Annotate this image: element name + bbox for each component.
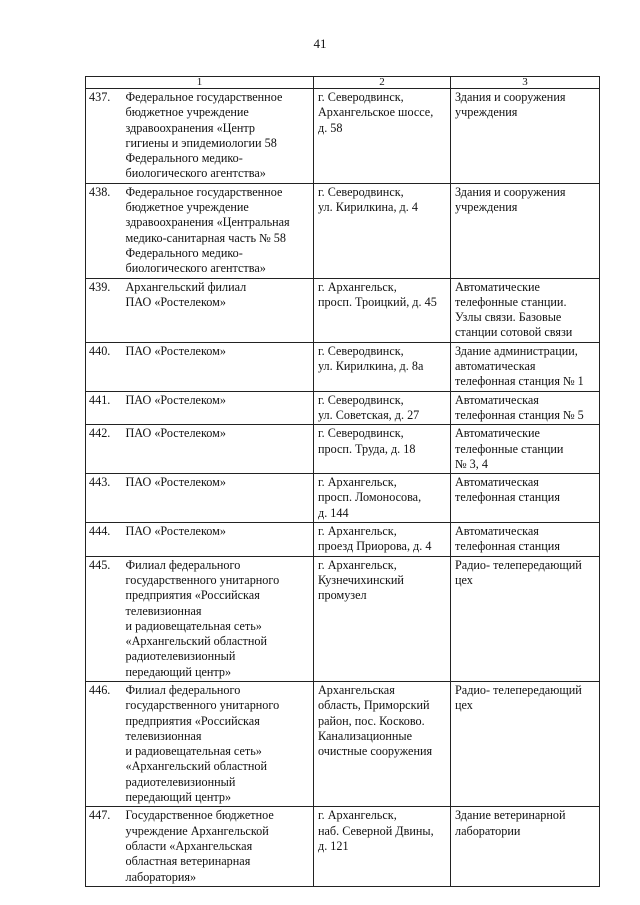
table-row — [86, 681, 600, 806]
column-header-object: 3 — [451, 77, 600, 89]
object-description: Здание администрации, автоматическая телефонная станция № 1 — [451, 342, 600, 391]
table-row — [86, 523, 600, 557]
organization-name: Архангельский филиал ПАО «Ростелеком» — [123, 278, 314, 342]
address: г. Северодвинск, Архангельское шоссе, д. 58 — [314, 89, 451, 184]
object-description: Автоматическая телефонная станция — [451, 523, 600, 557]
organization-name: Филиал федерального государственного унитарного предприятия «Российская телевизионная и радиовещательная сеть» «Архангельский областной радиотелевизионный передающий центр» — [123, 556, 314, 681]
row-number: 440. — [86, 342, 123, 391]
organization-name: Федеральное государственное бюджетное учреждение здравоохранения «Центр гигиены и эпидемиологии 58 Федерального медико- биологического агентства» — [123, 89, 314, 184]
organization-name: ПАО «Ростелеком» — [123, 425, 314, 474]
organization-name: ПАО «Ростелеком» — [123, 391, 314, 425]
address: г. Северодвинск, ул. Кирилкина, д. 8а — [314, 342, 451, 391]
row-number: 438. — [86, 183, 123, 278]
row-number: 439. — [86, 278, 123, 342]
address: г. Северодвинск, ул. Советская, д. 27 — [314, 391, 451, 425]
table-row — [86, 183, 600, 278]
row-number: 437. — [86, 89, 123, 184]
table-row — [86, 89, 600, 184]
object-description: Автоматические телефонные станции № 3, 4 — [451, 425, 600, 474]
object-description: Автоматические телефонные станции. Узлы связи. Базовые станции сотовой связи — [451, 278, 600, 342]
table-row — [86, 391, 600, 425]
row-number: 447. — [86, 807, 123, 886]
address: г. Северодвинск, ул. Кирилкина, д. 4 — [314, 183, 451, 278]
address: г. Архангельск, просп. Троицкий, д. 45 — [314, 278, 451, 342]
row-number: 446. — [86, 681, 123, 806]
table-row — [86, 474, 600, 523]
object-description: Автоматическая телефонная станция — [451, 474, 600, 523]
address: Архангельская область, Приморский район, пос. Косково. Канализационные очистные сооружения — [314, 681, 451, 806]
address: г. Архангельск, наб. Северной Двины, д. 121 — [314, 807, 451, 886]
table-row — [86, 425, 600, 474]
object-description: Автоматическая телефонная станция № 5 — [451, 391, 600, 425]
row-number: 442. — [86, 425, 123, 474]
row-number: 445. — [86, 556, 123, 681]
registry-table — [85, 76, 600, 887]
column-header-organization: 1 — [86, 77, 314, 89]
object-description: Здания и сооружения учреждения — [451, 183, 600, 278]
table-row — [86, 556, 600, 681]
table-row — [86, 278, 600, 342]
object-description: Здание ветеринарной лаборатории — [451, 807, 600, 886]
table-row — [86, 807, 600, 886]
row-number: 441. — [86, 391, 123, 425]
page-number: 41 — [313, 36, 327, 51]
address: г. Архангельск, просп. Ломоносова, д. 144 — [314, 474, 451, 523]
organization-name: Федеральное государственное бюджетное учреждение здравоохранения «Центральная медико-санитарная часть № 58 Федерального медико- биологического агентства» — [123, 183, 314, 278]
organization-name: ПАО «Ростелеком» — [123, 523, 314, 557]
address: г. Северодвинск, просп. Труда, д. 18 — [314, 425, 451, 474]
organization-name: ПАО «Ростелеком» — [123, 342, 314, 391]
organization-name: Государственное бюджетное учреждение Архангельской области «Архангельская областная ветеринарная лаборатория» — [123, 807, 314, 886]
organization-name: Филиал федерального государственного унитарного предприятия «Российская телевизионная и радиовещательная сеть» «Архангельский областной радиотелевизионный передающий центр» — [123, 681, 314, 806]
address: г. Архангельск, проезд Приорова, д. 4 — [314, 523, 451, 557]
address: г. Архангельск, Кузнечихинский промузел — [314, 556, 451, 681]
table-row — [86, 342, 600, 391]
object-description: Радио- телепередающий цех — [451, 556, 600, 681]
row-number: 444. — [86, 523, 123, 557]
column-header-address: 2 — [314, 77, 451, 89]
table-header-row — [86, 77, 600, 89]
object-description: Радио- телепередающий цех — [451, 681, 600, 806]
organization-name: ПАО «Ростелеком» — [123, 474, 314, 523]
object-description: Здания и сооружения учреждения — [451, 89, 600, 184]
row-number: 443. — [86, 474, 123, 523]
